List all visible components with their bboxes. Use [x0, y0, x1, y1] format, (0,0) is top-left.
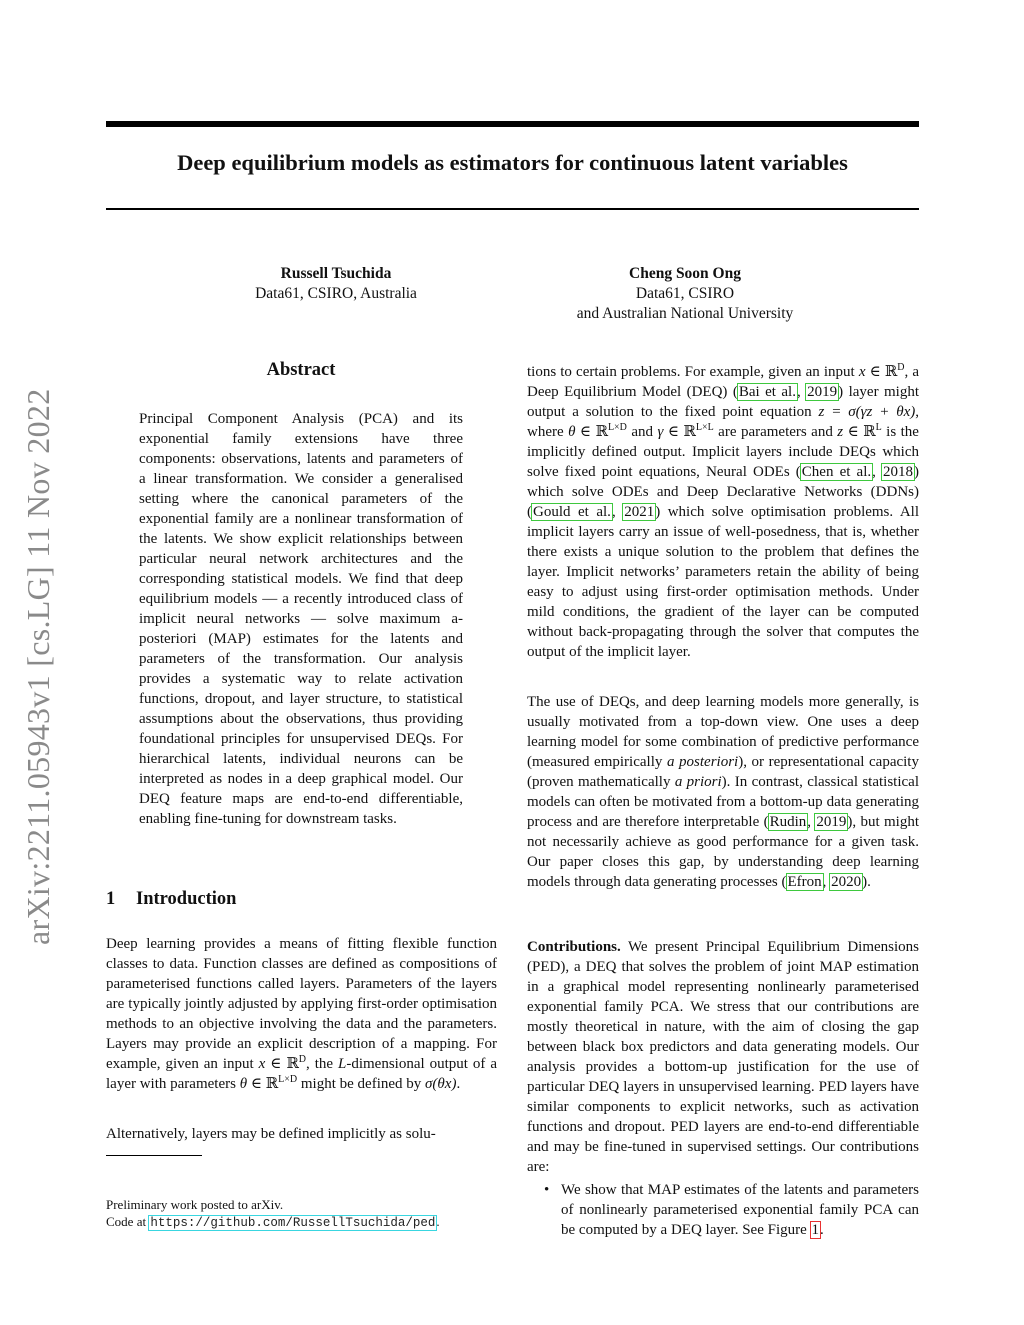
text: ). In contrast, classical statistical models can often be motivated from a bottom-up data generating process and are therefore interpretable ( [527, 774, 919, 830]
text: We show that MAP estimates of the latents and parameters of nonlinearly parameterised exponential family PCA can be computed by a DEQ layer. See Figure [561, 1182, 919, 1238]
citation-link-bai[interactable]: Bai et al. [738, 384, 796, 400]
bullet-icon: • [544, 1182, 550, 1198]
footnote-preliminary: Preliminary work posted to arXiv. [106, 1197, 284, 1212]
math-x: x [858, 364, 866, 380]
text: , the [306, 1056, 338, 1072]
text: ) layer might output a solution to the fixed point equation [527, 384, 919, 420]
section-number: 1 [106, 889, 116, 909]
text: ), but might not necessarily achieve as good performance for a given task. Our paper closes this gap, by understanding deep learning models through data generating processes ( [527, 814, 920, 890]
citation-link-chen[interactable]: Chen et al. [801, 464, 872, 480]
text: ) which solve optimisation problems. All implicit layers carry an issue of well-posedness, that is, whether there exists a unique solution to the problem that defines the layer. Implicit networks’ parameters retain the ability of being easy to adjust using first-order optimisation methods. Under mild conditions, the gradient of the layer can be computed without back-propagating through the solver that computes the output of the implicit layer. [527, 504, 920, 660]
text: The use of DEQs, and deep learning models more generally, is usually motivated from a top-down view. One uses a deep learning model for some combination of predictive performance (measured empirically [527, 694, 919, 770]
math-z: z [837, 424, 844, 440]
paper-title: Deep equilibrium models as estimators for continuous latent variables [177, 150, 848, 175]
math-in: ∈ ℝ [247, 1076, 279, 1092]
list-item [527, 1180, 919, 1240]
citation-link-efron[interactable]: Efron [787, 874, 822, 890]
citation-link-gould[interactable]: Gould et al. [533, 504, 611, 520]
text: , [611, 504, 624, 520]
col2-paragraph-2 [527, 692, 919, 892]
arxiv-identifier: arXiv:2211.05943v1 [cs.LG] 11 Nov 2022 [20, 388, 56, 945]
contributions-paragraph [527, 937, 919, 1177]
math-in: ∈ ℝ [265, 1056, 299, 1072]
abstract-text: Principal Component Analysis (PCA) and its exponential family extensions have three components: observations, latents and parameters of a linear transformation. We consider a generalised setting where the canonical parameters of the exponential family are a nonlinear transformation of the latents. We show explicit relationships between particular neural network architectures and the corresponding statistical models. We find that deep equilibrium models — a recently introduced class of implicit neural networks — solve maximum a-posteriori (MAP) estimates for the latents and parameters of the transformation. Our analysis provides a systematic way to relate activation functions, dropout, and layer structure, to statistical assumptions about the observations, thus providing foundational principles for unsupervised DEQs. For hierarchical latents, individual neurons can be interpreted as nodes in a deep graphical model. Our DEQ feature maps are end-to-end differentiable, enabling fine-tuning for downstream tasks. [139, 411, 463, 827]
math-in: ∈ ℝ [865, 364, 898, 380]
text: . [436, 1214, 440, 1229]
math-expression: σ(θx) [425, 1076, 457, 1092]
contributions-runin-heading: Contributions. [527, 939, 621, 955]
abstract-heading: Abstract [266, 360, 336, 380]
text: and [626, 424, 658, 440]
author-affiliation: Data61, CSIRO, Australia [255, 285, 417, 302]
title-top-rule [106, 121, 919, 127]
citation-link-rudin[interactable]: Rudin [769, 814, 807, 830]
text: , a Deep Equilibrium Model (DEQ) ( [527, 364, 919, 400]
text: ). [862, 874, 871, 890]
text: . [456, 1076, 461, 1092]
math-sup: L×D [278, 1074, 298, 1085]
text: Deep learning provides a means of fitting flexible function classes to data. Function classes are defined as compositions of parameterised functions called layers. Parameters of the layers are typically jointly adjusted by applying first-order optimisation methods to an objective involving the data and the parameters. Layers may provide an explicit description of a mapping. For example, given an input [106, 936, 497, 1072]
author-affiliation: Data61, CSIRO [635, 285, 735, 302]
math-sup: D [897, 362, 905, 373]
text: , [822, 874, 831, 890]
math-sup: D [298, 1054, 307, 1065]
citation-link-rudin-year[interactable]: 2019 [816, 814, 847, 830]
text: might be defined by [297, 1076, 426, 1092]
text: , where [527, 404, 919, 440]
text: is the implicitly defined output. Implicit layers include DEQs which solve fixed point equations, Neural ODEs ( [527, 424, 919, 480]
author-affiliation-2: and Australian National University [576, 305, 794, 322]
citation-link-bai-year[interactable]: 2019 [807, 384, 838, 400]
citation-link-chen-year[interactable]: 2018 [883, 464, 914, 480]
citation-link-gould-year[interactable]: 2021 [624, 504, 655, 520]
author-block-1 [206, 264, 466, 304]
math-l: L [338, 1056, 347, 1072]
title-bottom-rule [106, 208, 919, 210]
math-equation: z = σ(γz + θx) [818, 404, 916, 420]
footnote-code [106, 1213, 440, 1232]
text: Code at [106, 1214, 150, 1229]
text: ) which solve ODEs and Deep Declarative Networks (DDNs) ( [527, 464, 920, 520]
code-url-link[interactable]: https://github.com/RussellTsuchida/ped [150, 1216, 436, 1230]
math-sup: L×D [607, 422, 627, 433]
emphasis: a posteriori [666, 754, 739, 770]
text: We present Principal Equilibrium Dimensions (PED), a DEQ that solves the problem of joint MAP estimation in a graphical model representing nonlinearly parameterised exponential family PCA. We stress that our contributions are mostly theoretical in nature, with the aim of closing the gap between black box predictors and data generating models. Our analysis provides a bottom-up justification for the use of particular DEQ layers in unsupervised learning. PED layers have similar components to explicit networks, such as activation functions and dropout. PED layers are end-to-end differentiable and may be fine-tuned in supervised settings. Our contributions are: [527, 939, 919, 1175]
intro-paragraph-2: Alternatively, layers may be defined implicitly as solu- [106, 1126, 436, 1142]
text: , [807, 814, 816, 830]
intro-paragraph-1 [106, 934, 497, 1094]
text: are parameters and [713, 424, 838, 440]
citation-link-efron-year[interactable]: 2020 [831, 874, 862, 890]
math-sup: L [875, 422, 882, 433]
math-in: ∈ ℝ [843, 424, 876, 440]
text: ), or representational capacity (proven mathematically [527, 754, 919, 790]
section-title: Introduction [136, 889, 237, 909]
author-name: Cheng Soon Ong [629, 265, 741, 282]
text: . [820, 1222, 824, 1238]
math-in: ∈ ℝ [575, 424, 608, 440]
math-theta: θ [568, 424, 576, 440]
text: , [872, 464, 883, 480]
text: -dimensional output of a layer with parameters [106, 1056, 497, 1092]
author-name: Russell Tsuchida [280, 265, 392, 282]
footnote-rule [106, 1155, 202, 1156]
math-x: x [258, 1056, 266, 1072]
text: , [796, 384, 807, 400]
author-block-2 [545, 264, 825, 324]
math-theta: θ [239, 1076, 248, 1092]
text: tions to certain problems. For example, given an input [527, 364, 859, 380]
figure-reference-link[interactable]: 1 [811, 1222, 820, 1238]
section-heading-introduction [106, 889, 497, 910]
col2-paragraph-1 [527, 362, 919, 662]
emphasis: a priori [674, 774, 722, 790]
math-sup: L×L [695, 422, 714, 433]
math-gamma: γ [657, 424, 664, 440]
contributions-list [527, 1180, 919, 1240]
math-in: ∈ ℝ [663, 424, 696, 440]
